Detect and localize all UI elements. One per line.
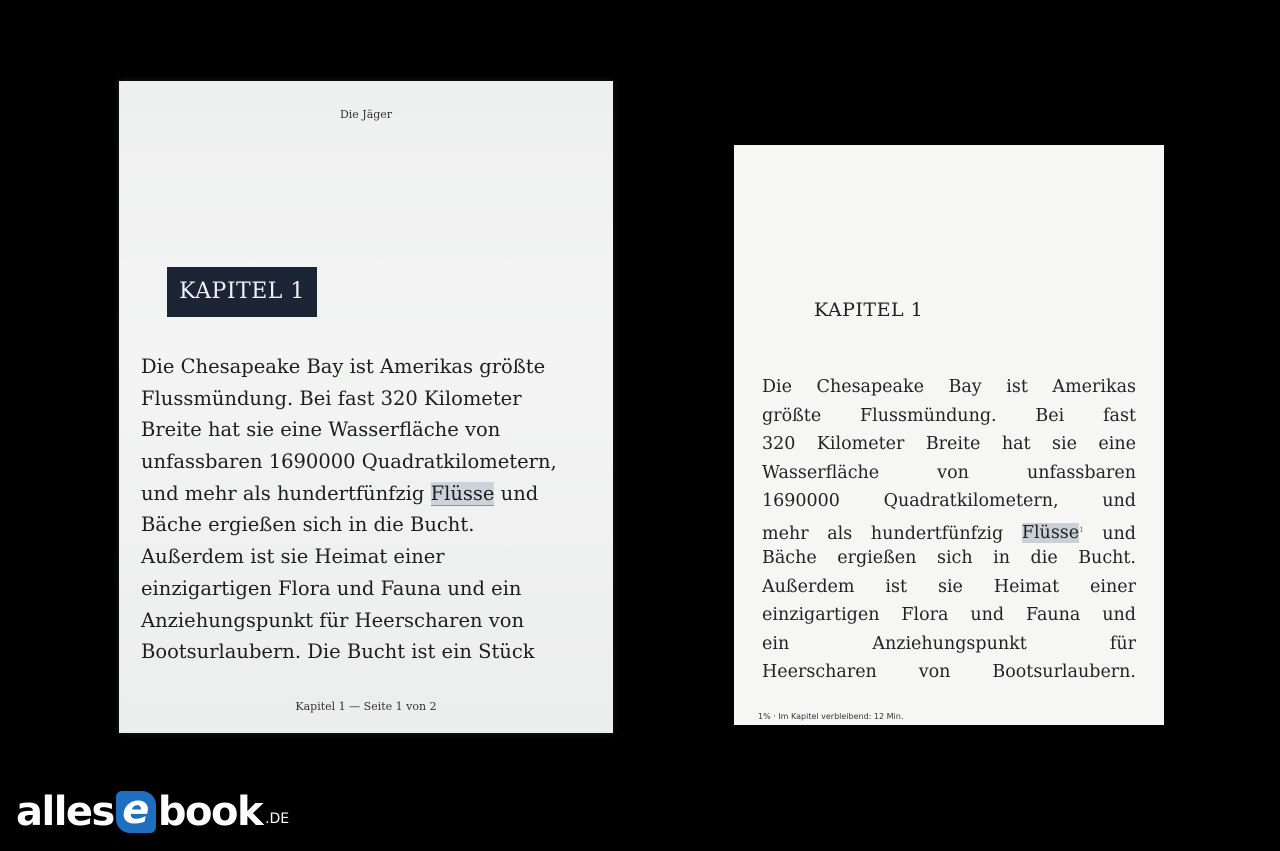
text-line: 320 Kilometer Breite hat sie eine	[762, 434, 1136, 454]
logo-e-badge: e	[116, 791, 156, 833]
highlighted-word[interactable]: Flüsse	[430, 481, 495, 505]
text-line: ein Anziehungspunkt für	[762, 633, 1136, 654]
book-title: Die Jäger	[339, 108, 393, 121]
text-line: unfassbaren 1690000 Quadratkilometern,	[141, 450, 557, 474]
allesebook-logo	[16, 784, 289, 834]
body-text	[141, 351, 601, 668]
logo-tld: .DE	[265, 811, 290, 827]
footnote-marker[interactable]: 1	[1079, 525, 1084, 534]
text-line: größte Flussmündung. Bei fast	[762, 405, 1136, 426]
text-line: Bootsurlaubern. Die Bucht ist ein Stück	[141, 640, 535, 664]
text-line: Außerdem ist sie Heimat einer	[762, 576, 1136, 597]
highlighted-word[interactable]: Flüsse	[1021, 523, 1080, 544]
logo-text: book	[157, 789, 263, 835]
text-fragment: und	[1083, 523, 1136, 544]
text-line: einzigartigen Flora und Fauna und	[762, 605, 1136, 625]
body-text	[762, 373, 1136, 687]
text-line: 1690000 Quadratkilometern, und	[762, 491, 1136, 511]
right-ereader-screen	[734, 145, 1164, 725]
text-line: Bäche ergießen sich in die Bucht.	[141, 513, 475, 537]
text-line: Breite hat sie eine Wasserfläche von	[141, 418, 501, 442]
text-fragment: mehr als hundertfünfzig	[762, 523, 1022, 544]
left-ereader-screen	[119, 81, 613, 733]
text-fragment: und mehr als hundertfünfzig	[141, 481, 431, 505]
text-line	[141, 478, 601, 510]
text-line: Wasserfläche von unfassbaren	[762, 462, 1136, 483]
text-fragment: und	[494, 481, 539, 505]
text-line: Bäche ergießen sich in die Bucht.	[762, 548, 1136, 568]
chapter-heading: KAPITEL 1	[167, 267, 317, 317]
page-footer: Kapitel 1 — Seite 1 von 2	[295, 700, 437, 713]
text-line: Außerdem ist sie Heimat einer	[141, 545, 445, 569]
chapter-heading: KAPITEL 1	[814, 299, 924, 321]
text-line: Flussmündung. Bei fast 320 Kilometer	[141, 386, 522, 410]
text-line: Heerscharen von Bootsurlaubern.	[762, 662, 1136, 682]
text-line	[762, 516, 1136, 545]
logo-text: alles	[16, 789, 114, 835]
text-line: Die Chesapeake Bay ist Amerikas	[762, 377, 1136, 397]
text-line: einzigartigen Flora und Fauna und ein	[141, 576, 522, 600]
reading-progress: 1% · Im Kapitel verbleibend: 12 Min.	[758, 712, 904, 721]
text-line: Die Chesapeake Bay ist Amerikas größte	[141, 355, 546, 378]
text-line: Anziehungspunkt für Heerscharen von	[141, 608, 525, 632]
